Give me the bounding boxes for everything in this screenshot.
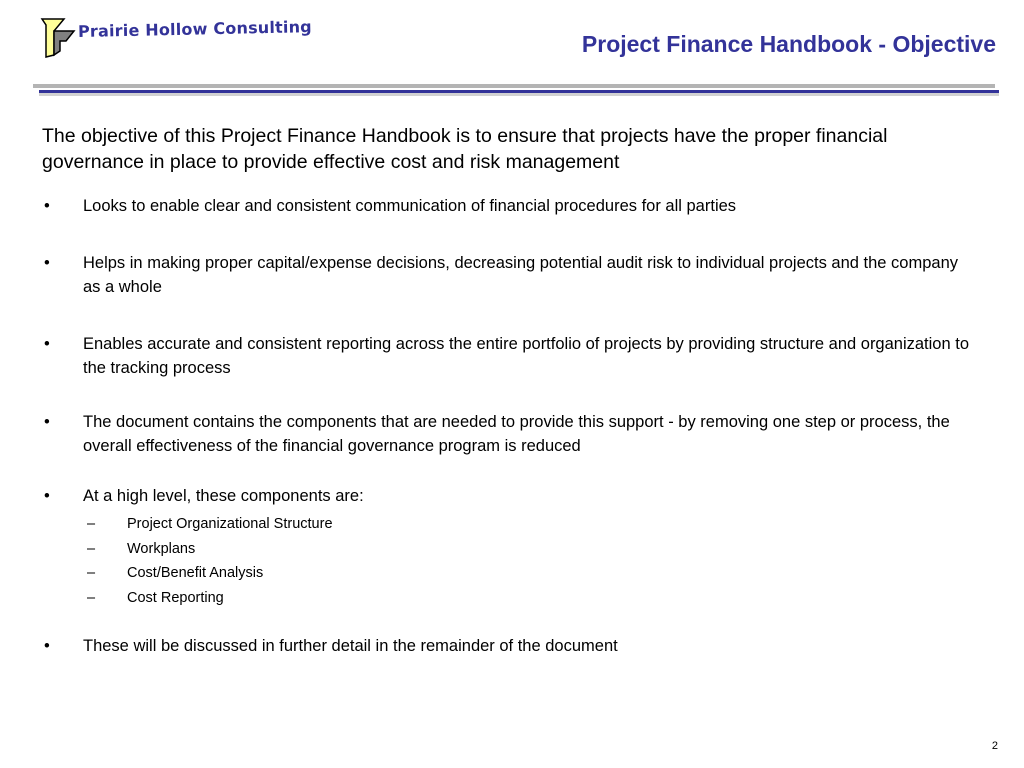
bullet-text: These will be discussed in further detail in the remainder of the document <box>83 636 618 655</box>
sub-bullet-text: Workplans <box>127 540 196 557</box>
dash-icon: – <box>87 516 96 532</box>
bullet-icon: • <box>44 254 50 272</box>
bullet-text: Helps in making proper capital/expense decisions, decreasing potential audit risk to individual projects and the company as a whole <box>83 254 958 296</box>
bullet-text: Looks to enable clear and consistent communication of financial procedures for all parties <box>83 197 737 215</box>
dash-icon: – <box>87 540 96 557</box>
header-rule-shadow <box>39 93 999 96</box>
list-item <box>42 410 972 458</box>
sub-list-item <box>83 512 972 537</box>
list-item <box>42 332 972 380</box>
sub-list-item <box>83 561 972 586</box>
bullet-text: The document contains the components that are needed to provide this support - by removing one step or process, the overall effectiveness of the financial governance program is reduced <box>83 413 950 455</box>
bullet-text: Enables accurate and consistent reporting across the entire portfolio of projects by providing structure and organization to the tracking process <box>83 335 970 377</box>
flag-logo-icon <box>40 17 76 61</box>
bullet-icon: • <box>44 335 50 353</box>
bullet-icon: • <box>44 413 50 431</box>
logo-text: Prairie Hollow Consulting <box>77 17 313 41</box>
sub-bullet-text: Project Organizational Structure <box>127 516 333 532</box>
sub-bullet-list <box>83 512 972 611</box>
bullet-text: At a high level, these components are: <box>83 487 364 505</box>
company-logo <box>40 17 330 63</box>
bullet-icon: • <box>44 487 50 505</box>
page-number: 2 <box>991 740 998 752</box>
page-title: Project Finance Handbook - Objective <box>581 31 996 57</box>
list-item <box>42 634 972 658</box>
bullet-list <box>42 194 972 658</box>
dash-icon: – <box>87 565 96 582</box>
sub-bullet-text: Cost/Benefit Analysis <box>127 565 264 582</box>
sub-bullet-text: Cost Reporting <box>127 590 224 607</box>
sub-list-item <box>83 537 972 562</box>
bullet-icon: • <box>44 197 50 215</box>
sub-list-item <box>83 586 972 611</box>
list-item <box>42 251 972 299</box>
list-item <box>42 484 972 611</box>
intro-paragraph: The objective of this Project Finance Handbook is to ensure that projects have the proper financial governance in place to provide effective cost and risk management <box>42 125 888 173</box>
dash-icon: – <box>87 590 96 607</box>
list-item <box>42 194 972 218</box>
bullet-icon: • <box>44 636 50 655</box>
header-rule-gray <box>33 84 995 88</box>
